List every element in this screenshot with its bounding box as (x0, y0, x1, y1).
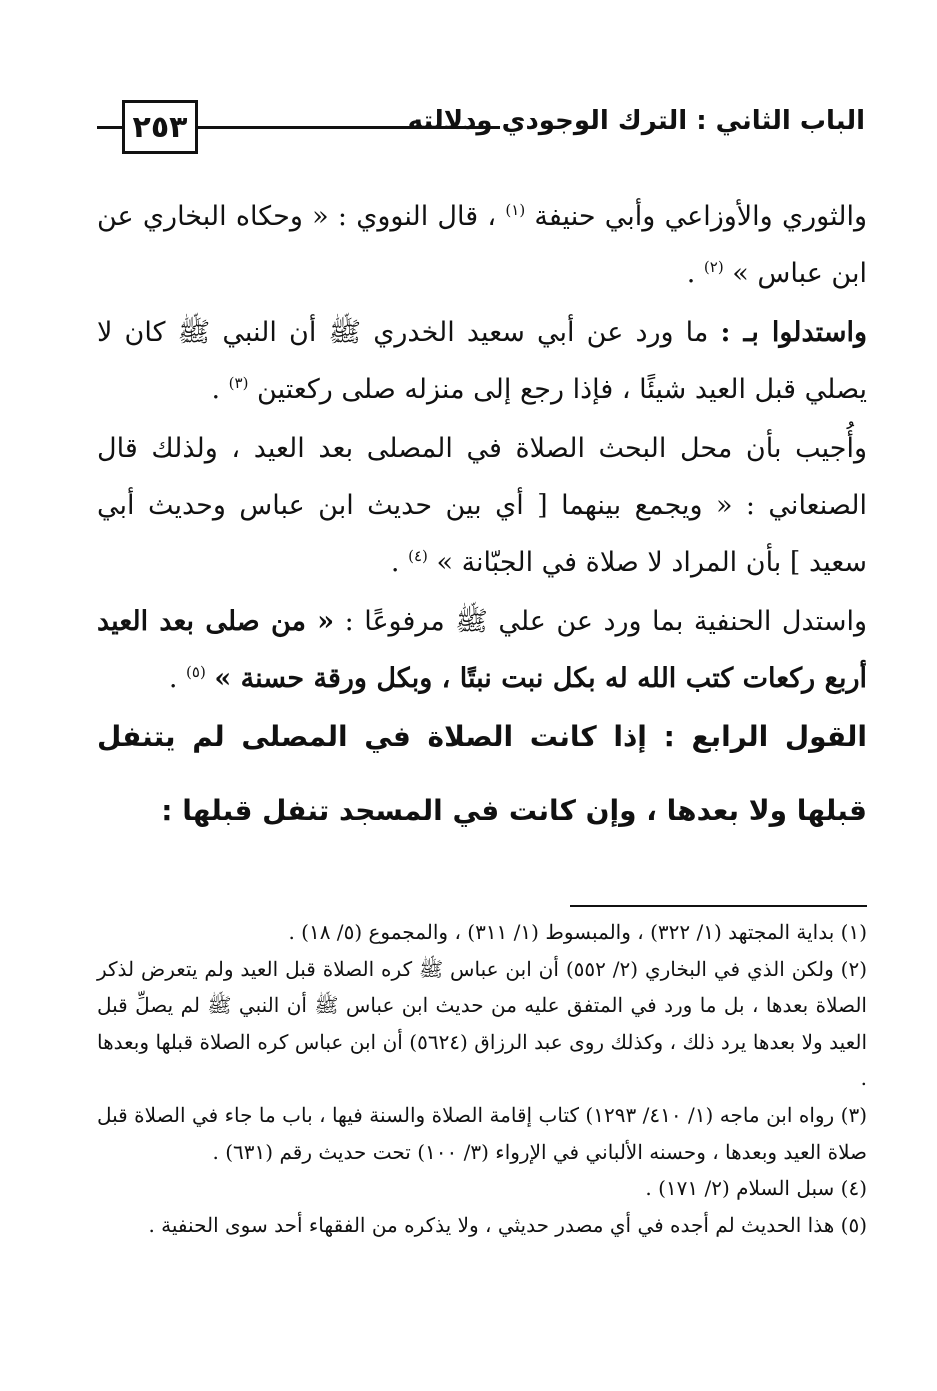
section-heading: القول الرابع : إذا كانت الصلاة في المصلى لم يتنفل قبلها ولا بعدها ، وإن كانت في المسجد تنفل قبلها : (97, 720, 867, 827)
page-number: ٢٥٣ (122, 100, 198, 154)
footnote-5: (٥) هذا الحديث لم أجده في أي مصدر حديثي ، ولا يذكره من الفقهاء أحد سوى الحنفية . (148, 1212, 867, 1237)
footnote-2: (٢) ولكن الذي في البخاري (٢/ ٥٥٢) أن ابن عباس ﷺ كره الصلاة قبل العيد ولم يتعرض لذكر الصلاة بعدها ، بل ما ورد في المتفق عليه من حديث ابن عباس ﷺ أن النبي ﷺ لم يصلِّ قبل العيد ولا بعدها يرد ذلك ، وكذلك روى عبد الرزاق (٥٦٢٤) أن ابن عباس كره الصلاة قبلها وبعدها . (97, 956, 867, 1091)
footnote-ref-4: (٤) (408, 547, 428, 565)
footnote-ref-1: (١) (505, 201, 526, 219)
chapter-title: الباب الثاني : الترك الوجودي ودلالته (407, 106, 865, 136)
footnote-1: (١) بداية المجتهد (١/ ٣٢٢) ، والمبسوط (١/ ٣١١) ، والمجموع (٥/ ١٨) . (288, 920, 867, 944)
footnote-3: (٣) رواه ابن ماجه (١/ ٤١٠/ ١٢٩٣) كتاب إقامة الصلاة والسنة فيها ، باب ما جاء في الصلاة قبل صلاة العيد وبعدها ، وحسنه الألباني في الإرواء (٣/ ١٠٠) تحت حديث رقم (٦٣١) . (97, 1102, 867, 1164)
footnote-ref-3: (٣) (228, 374, 249, 392)
paragraph-3: وأُجيب بأن محل البحث الصلاة في المصلى بعد العيد ، ولذلك قال الصنعاني : « ويجمع بينهما [ أي بين حديث ابن عباس وحديث أبي سعيد ] بأن المراد لا صلاة في الجبّانة » $^{(٤)}$ . (97, 433, 867, 578)
footnote-4: (٤) سبل السلام (٢/ ١٧١) . (645, 1176, 867, 1201)
paragraph-1: والثوري والأوزاعي وأبي حنيفة $^{(١)}$ ، قال النووي : « وحكاه البخاري عن ابن عباس » $^{(٢)}$ . (97, 201, 867, 289)
footnotes (97, 914, 867, 1243)
running-header (0, 0, 937, 170)
paragraph-2: واستدلوا بـ : ما ورد عن أبي سعيد الخدري ﷺ أن النبي ﷺ كان لا يصلي قبل العيد شيئًا ، فإذا رجع إلى منزله صلى ركعتين $^{(٣)}$ . (97, 317, 867, 405)
footnote-ref-2: (٢) (703, 258, 724, 276)
paragraph-4: واستدل الحنفية بما ورد عن علي ﷺ مرفوعًا : « من صلى بعد العيد أربع ركعات كتب الله له بكل نبت نبتًا ، وبكل ورقة حسنة » $^{(٥)}$ . (97, 606, 867, 694)
header-rule-left (97, 126, 122, 129)
main-text (97, 188, 867, 707)
paragraph-2-lead: واستدلوا بـ : (720, 317, 867, 348)
hadith-quote: « من صلى بعد العيد أربع ركعات كتب الله له بكل نبت نبتًا ، وبكل ورقة حسنة » (97, 606, 867, 694)
footnote-separator (570, 905, 867, 907)
footnote-ref-5: (٥) (186, 663, 206, 681)
